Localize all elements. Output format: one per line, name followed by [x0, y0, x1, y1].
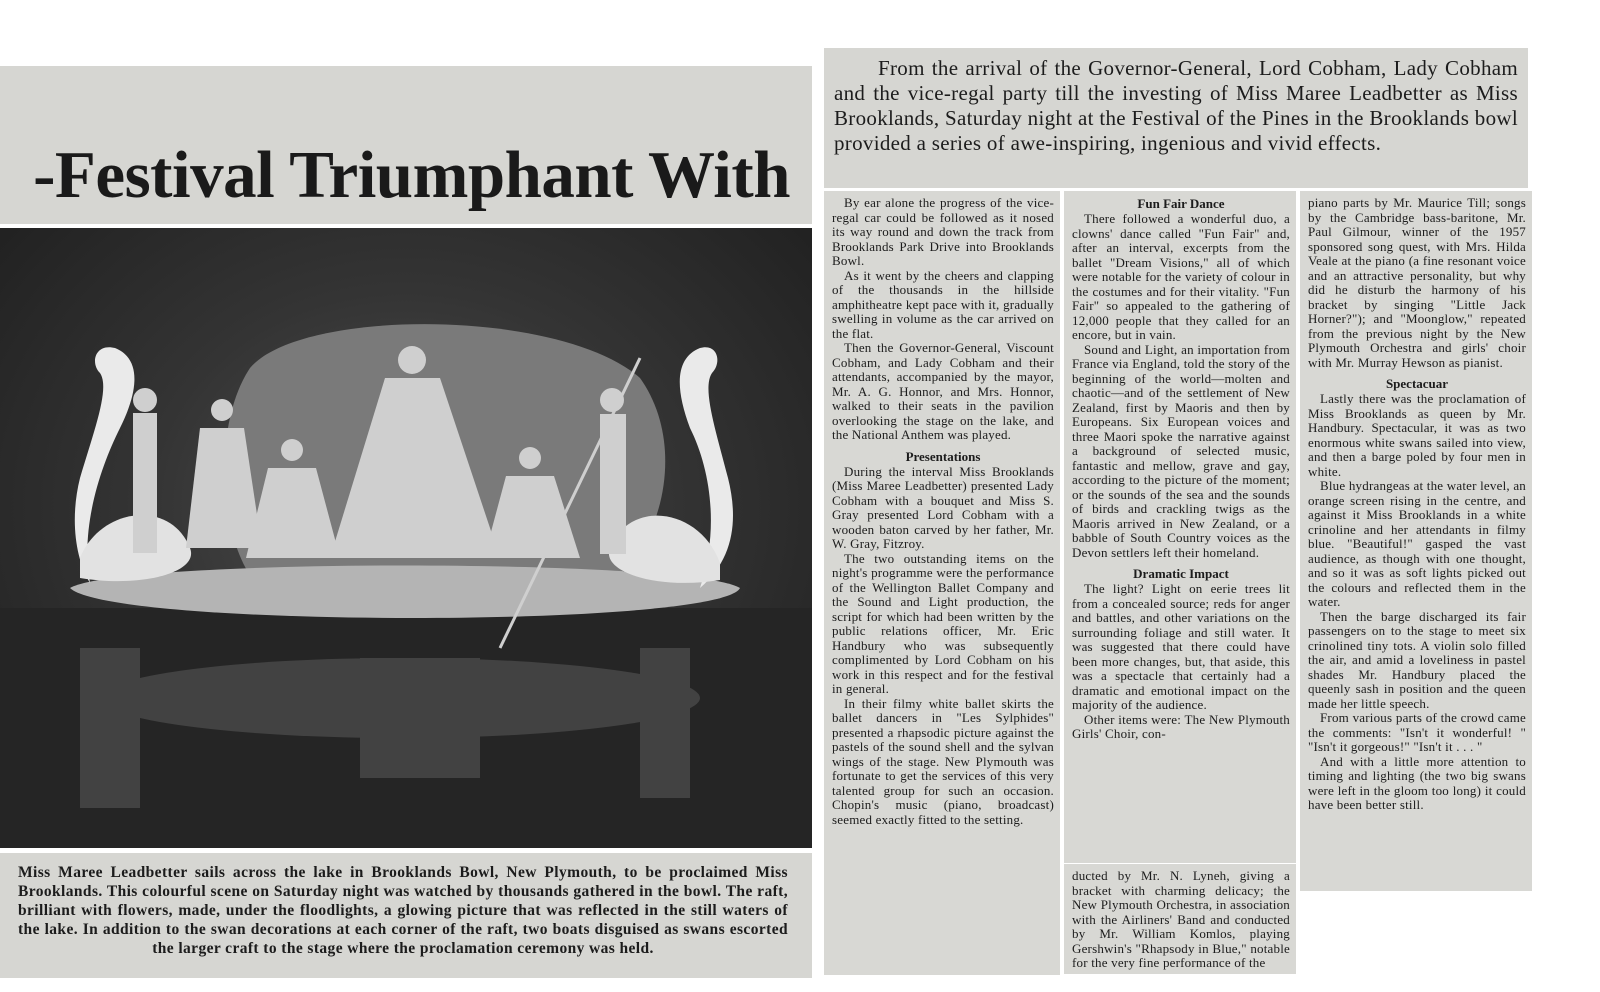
column1-paragraph-3: Then the Governor-General, Viscount Cobham, and Lady Cobham and their attendants, accompanied by the mayor, Mr. A. G. Honnor, and Mrs. Honnor, walked to their seats in the pavilion overlooking the stage on the lake, and the National Anthem was played. [832, 340, 1054, 442]
swan-raft-photo [0, 228, 812, 848]
column1-paragraph-5: The two outstanding items on the night's programme were the performance of the Wellington Ballet Company and the Sound and Light production, the script for which had been written by the public relations officer, Mr. Eric Handbury who was subsequently complimented by Lord Cobham on his work in this respect and for the festival in general. [832, 550, 1054, 696]
column2-paragraph-5: ducted by Mr. N. Lyneh, giving a bracket with charming delicacy; the New Plymouth Orchestra, in association with the Airliners' Band and conducted by Mr. William Komlos, playing Gershwin's "Rhapsody in Blue," notable for the very fine performance of the [1072, 868, 1290, 970]
photo-illustration [0, 228, 812, 848]
column2-paragraph-2: Sound and Light, an importation from France via England, told the story of the beginning of the world—molten and chaotic—and of the settlement of New Zealand, first by Maoris and then by Europeans. Six European voices and three Maori spoke the narrative against a background of selected music, fantastic and mellow, grave and gay, according to the picture of the moment; or the sounds of the sea and the sounds of birds and crackling twigs as the Maoris arrived in New Zealand, or a babble of South Country voices as the Devon settlers left their homeland. [1072, 341, 1290, 560]
column2-paragraph-4: Other items were: The New Plymouth Girls' Choir, con- [1072, 711, 1290, 741]
column3-paragraph-3: Blue hydrangeas at the water level, an orange screen rising in the centre, and against it Miss Brooklands in a white crinoline and her attendants in filmy blue. "Beautiful!" gasped the vast audience, as though with one thought, and so it was as soft lights picked out the colours and reflected them in the water. [1308, 478, 1526, 609]
column1-paragraph-1: By ear alone the progress of the vice-regal car could be followed as it nosed its way round and down the track from Brooklands Park Drive into Brooklands Bowl. [832, 195, 1054, 268]
subheading-spectacuar: Spectacuar [1385, 376, 1449, 391]
article-column-2-continued [1064, 864, 1296, 974]
column1-paragraph-4: During the interval Miss Brooklands (Miss Maree Leadbetter) presented Lady Cobham with a bouquet and Miss S. Gray presented Lord Cobham with a wooden baton carved by her father, Mr. W. Gray, Fitzroy. [832, 463, 1054, 551]
column1-paragraph-2: As it went by the cheers and clapping of the thousands in the hillside amphitheatre kept pace with it, gradually swelling in volume as the car arrived on the flat. [832, 267, 1054, 341]
article-column-3 [1300, 191, 1532, 891]
article-column-2 [1064, 191, 1296, 863]
subheading-fun-fair-dance: Fun Fair Dance [1137, 196, 1225, 211]
article-column-1 [824, 191, 1060, 975]
column3-paragraph-6: And with a little more attention to timing and lighting (the two big swans were left in the gloom too long) it could have been better still. [1308, 753, 1526, 812]
photo-caption-block [0, 853, 812, 978]
column3-paragraph-1: piano parts by Mr. Maurice Till; songs by the Cambridge bass-baritone, Mr. Paul Gilmour, winner of the 1957 sponsored song quest, with Mrs. Hilda Veale at the piano (a fine resonant voice and an attractive personality, but why did he disturb the harmony of his bracket by singing "Little Jack Horner?"); and "Moonglow," repeated from the previous night by the New Plymouth Orchestra and girls' choir with Mr. Murray Hewson as pianist. [1308, 195, 1526, 370]
intro-block [824, 48, 1528, 188]
article-intro: From the arrival of the Governor-General, Lord Cobham, Lady Cobham and the vice-regal party till the investing of Miss Maree Leadbetter as Miss Brooklands, Saturday night at the Festival of the Pines in the Brooklands bowl provided a series of awe-inspiring, ingenious and vivid effects. [834, 56, 1518, 155]
column2-paragraph-1: There followed a wonderful duo, a clowns' dance called "Fun Fair" and, after an interval, excerpts from the ballet "Dream Visions," all of which were notable for the variety of colour in the costumes and for their vitality. "Fun Fair" so appealed to the gathering of 12,000 people that they called for an encore, but in vain. [1072, 211, 1290, 342]
subheading-dramatic-impact: Dramatic Impact [1133, 566, 1229, 581]
subheading-presentations: Presentations [905, 448, 981, 464]
column3-paragraph-4: Then the barge discharged its fair passengers on to the stage to meet six crinolined tiny tots. A violin solo filled the air, and amid a loveliness in pastel shades Mr. Handbury placed the queenly sash in position and the queen made her little speech. [1308, 608, 1526, 711]
photo-caption: Miss Maree Leadbetter sails across the lake in Brooklands Bowl, New Plymouth, to be proclaimed Miss Brooklands. This colourful scene on Saturday night was watched by thousands gathered in the bowl. The raft, brilliant with flowers, made, under the floodlights, a glowing picture that was reflected in the still waters of the lake. In addition to the swan decorations at each corner of the raft, two boats disguised as swans escorted the larger craft to the stage where the proclamation ceremony was held. [18, 864, 788, 957]
column1-paragraph-6: In their filmy white ballet skirts the ballet dancers in "Les Sylphides" presented a rhapsodic picture against the pastels of the sound shell and the sylvan wings of the stage. New Plymouth was fortunate to get the services of this very talented group for such an occasion. Chopin's music (piano, broadcast) seemed exactly fitted to the setting. [832, 695, 1054, 827]
column2-paragraph-3: The light? Light on eerie trees lit from a concealed source; reds for anger and battles, and other variations on the surrounding foliage and still water. It was suggested that there could have been more changes, but, that aside, this was a spectacle that certainly had a dramatic and emotional impact on the majority of the audience. [1072, 581, 1290, 712]
headline-line-1: -Festival Triumphant With [33, 138, 790, 212]
column3-paragraph-2: Lastly there was the proclamation of Miss Brooklands as queen by Mr. Handbury. Spectacular, it was as two enormous white swans sailed into view, and then a barge poled by four men in white. [1308, 391, 1526, 479]
column3-paragraph-5: From various parts of the crowd came the comments: "Isn't it wonderful! " "Isn't it gorgeous!" "Isn't it . . . " [1308, 710, 1526, 754]
headline-block [0, 66, 812, 224]
